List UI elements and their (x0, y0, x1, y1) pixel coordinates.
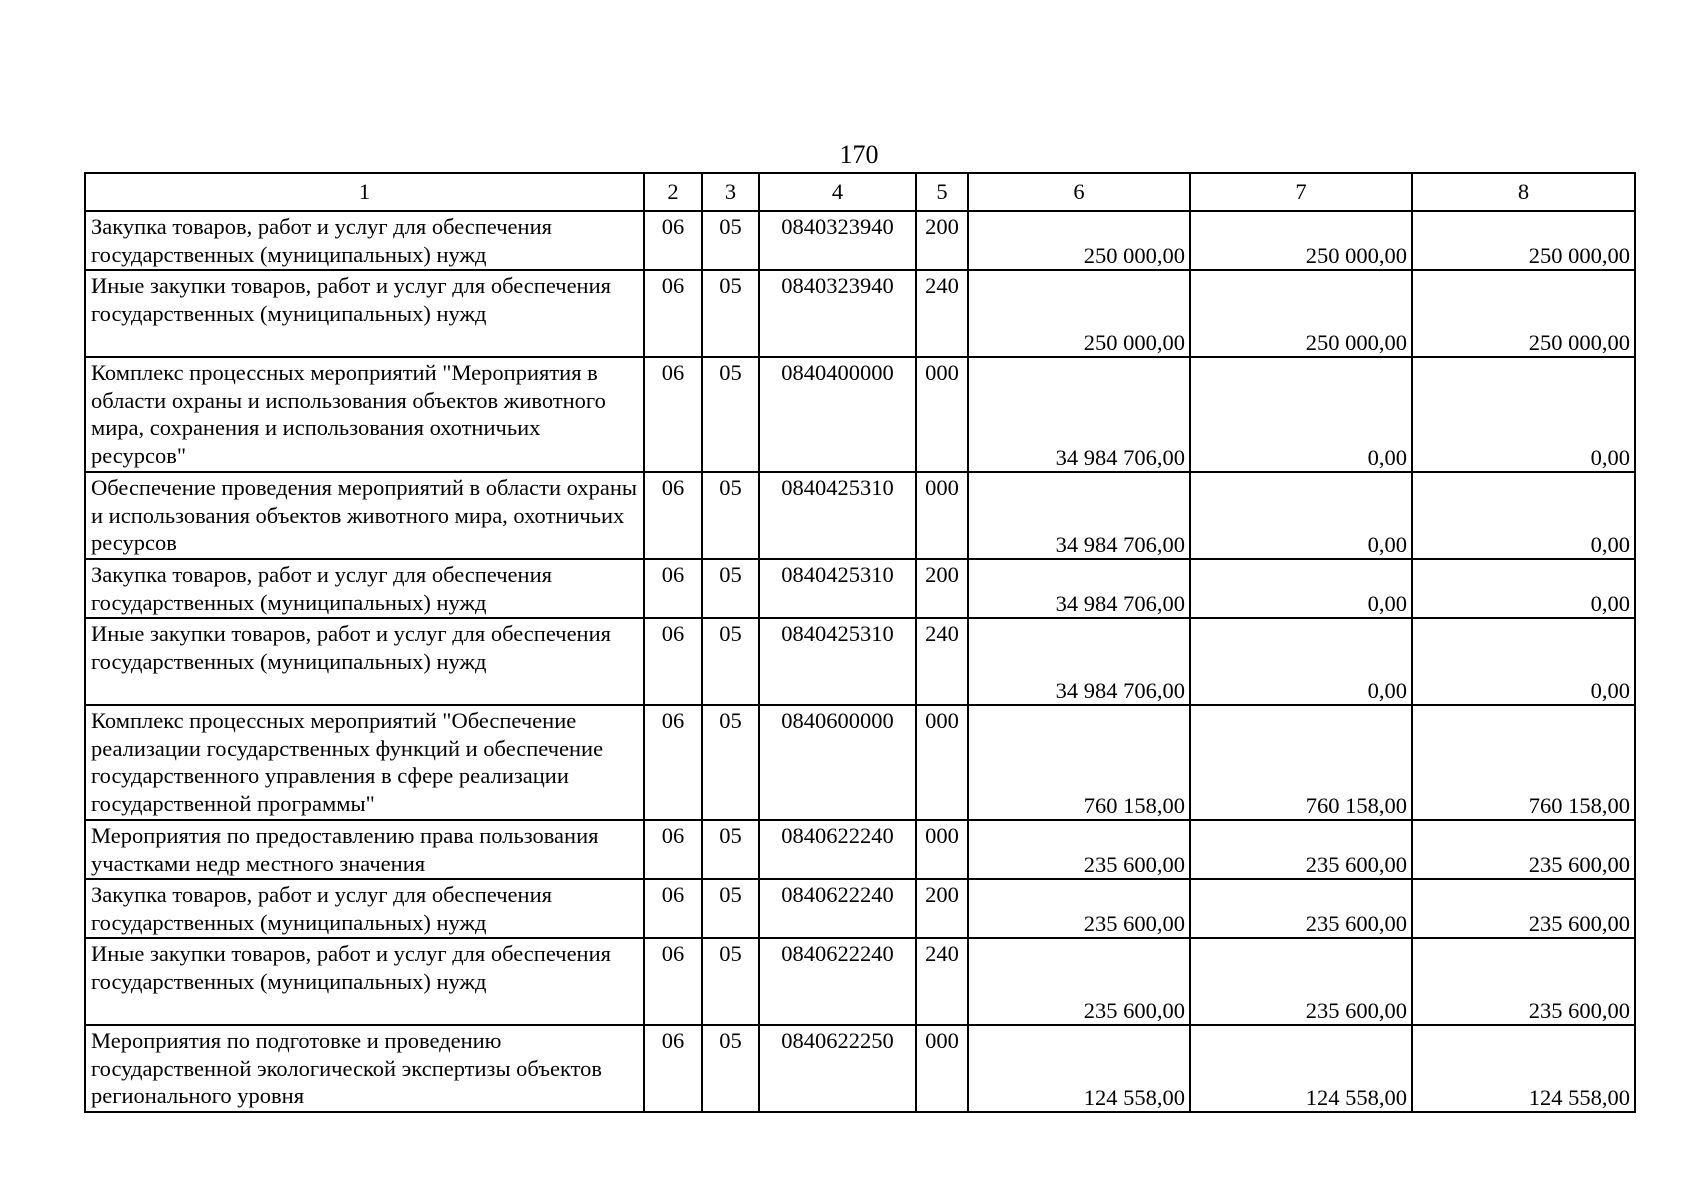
row-name: Комплекс процессных мероприятий "Мероприятия в области охраны и использования объектов животного мира, сохранения и использования охотничьих ресурсов" (85, 357, 644, 472)
subsection-code: 05 (702, 472, 759, 559)
subsection-code: 05 (702, 938, 759, 1025)
section-code: 06 (644, 472, 702, 559)
amount-col-6: 235 600,00 (968, 879, 1190, 938)
section-code: 06 (644, 820, 702, 879)
table-row (85, 472, 1635, 559)
amount-col-7: 0,00 (1190, 472, 1412, 559)
table-row (85, 879, 1635, 938)
target-article-code: 0840425310 (759, 472, 916, 559)
amount-col-8: 0,00 (1412, 472, 1635, 559)
column-header-4: 4 (759, 173, 916, 211)
section-code: 06 (644, 938, 702, 1025)
section-code: 06 (644, 270, 702, 357)
amount-col-8: 760 158,00 (1412, 705, 1635, 820)
subsection-code: 05 (702, 270, 759, 357)
expense-type-code: 200 (916, 879, 968, 938)
column-header-5: 5 (916, 173, 968, 211)
expense-type-code: 000 (916, 472, 968, 559)
column-header-3: 3 (702, 173, 759, 211)
expense-type-code: 200 (916, 211, 968, 270)
expense-type-code: 000 (916, 357, 968, 472)
amount-col-8: 0,00 (1412, 618, 1635, 705)
amount-col-6: 760 158,00 (968, 705, 1190, 820)
budget-table (84, 172, 1636, 1113)
section-code: 06 (644, 705, 702, 820)
section-code: 06 (644, 211, 702, 270)
section-code: 06 (644, 1025, 702, 1112)
amount-col-7: 0,00 (1190, 618, 1412, 705)
amount-col-8: 250 000,00 (1412, 270, 1635, 357)
amount-col-8: 235 600,00 (1412, 820, 1635, 879)
table-row (85, 705, 1635, 820)
table-row (85, 1025, 1635, 1112)
table-row (85, 357, 1635, 472)
amount-col-6: 124 558,00 (968, 1025, 1190, 1112)
row-name: Иные закупки товаров, работ и услуг для обеспечения государственных (муниципальных) нужд (85, 270, 644, 357)
expense-type-code: 240 (916, 618, 968, 705)
expense-type-code: 000 (916, 1025, 968, 1112)
amount-col-7: 235 600,00 (1190, 879, 1412, 938)
amount-col-6: 235 600,00 (968, 938, 1190, 1025)
amount-col-8: 235 600,00 (1412, 879, 1635, 938)
section-code: 06 (644, 357, 702, 472)
subsection-code: 05 (702, 618, 759, 705)
target-article-code: 0840622250 (759, 1025, 916, 1112)
header-row (85, 173, 1635, 211)
amount-col-6: 250 000,00 (968, 211, 1190, 270)
amount-col-6: 34 984 706,00 (968, 472, 1190, 559)
table-row (85, 211, 1635, 270)
amount-col-7: 250 000,00 (1190, 211, 1412, 270)
row-name: Мероприятия по подготовке и проведению государственной экологической экспертизы объектов регионального уровня (85, 1025, 644, 1112)
amount-col-8: 0,00 (1412, 357, 1635, 472)
amount-col-6: 250 000,00 (968, 270, 1190, 357)
expense-type-code: 240 (916, 270, 968, 357)
row-name: Закупка товаров, работ и услуг для обеспечения государственных (муниципальных) нужд (85, 211, 644, 270)
row-name: Комплекс процессных мероприятий "Обеспечение реализации государственных функций и обеспечение государственного управления в сфере реализации государственной программы" (85, 705, 644, 820)
amount-col-8: 124 558,00 (1412, 1025, 1635, 1112)
target-article-code: 0840622240 (759, 938, 916, 1025)
target-article-code: 0840622240 (759, 820, 916, 879)
row-name: Мероприятия по предоставлению права пользования участками недр местного значения (85, 820, 644, 879)
subsection-code: 05 (702, 879, 759, 938)
subsection-code: 05 (702, 1025, 759, 1112)
amount-col-8: 235 600,00 (1412, 938, 1635, 1025)
column-header-8: 8 (1412, 173, 1635, 211)
table-row (85, 618, 1635, 705)
amount-col-7: 250 000,00 (1190, 270, 1412, 357)
section-code: 06 (644, 618, 702, 705)
table-row (85, 559, 1635, 618)
amount-col-7: 0,00 (1190, 559, 1412, 618)
target-article-code: 0840425310 (759, 559, 916, 618)
column-header-1: 1 (85, 173, 644, 211)
expense-type-code: 000 (916, 820, 968, 879)
section-code: 06 (644, 879, 702, 938)
row-name: Закупка товаров, работ и услуг для обеспечения государственных (муниципальных) нужд (85, 559, 644, 618)
amount-col-8: 0,00 (1412, 559, 1635, 618)
page-number: 170 (839, 140, 879, 169)
target-article-code: 0840323940 (759, 211, 916, 270)
subsection-code: 05 (702, 705, 759, 820)
row-name: Иные закупки товаров, работ и услуг для обеспечения государственных (муниципальных) нужд (85, 618, 644, 705)
expense-type-code: 240 (916, 938, 968, 1025)
target-article-code: 0840600000 (759, 705, 916, 820)
amount-col-6: 34 984 706,00 (968, 357, 1190, 472)
column-header-6: 6 (968, 173, 1190, 211)
amount-col-7: 235 600,00 (1190, 938, 1412, 1025)
target-article-code: 0840323940 (759, 270, 916, 357)
amount-col-6: 34 984 706,00 (968, 559, 1190, 618)
amount-col-7: 760 158,00 (1190, 705, 1412, 820)
row-name: Закупка товаров, работ и услуг для обеспечения государственных (муниципальных) нужд (85, 879, 644, 938)
target-article-code: 0840400000 (759, 357, 916, 472)
subsection-code: 05 (702, 357, 759, 472)
amount-col-7: 0,00 (1190, 357, 1412, 472)
row-name: Иные закупки товаров, работ и услуг для обеспечения государственных (муниципальных) нужд (85, 938, 644, 1025)
target-article-code: 0840622240 (759, 879, 916, 938)
amount-col-7: 235 600,00 (1190, 820, 1412, 879)
column-header-7: 7 (1190, 173, 1412, 211)
target-article-code: 0840425310 (759, 618, 916, 705)
amount-col-6: 235 600,00 (968, 820, 1190, 879)
expense-type-code: 200 (916, 559, 968, 618)
table-row (85, 938, 1635, 1025)
table-row (85, 270, 1635, 357)
subsection-code: 05 (702, 211, 759, 270)
subsection-code: 05 (702, 820, 759, 879)
row-name: Обеспечение проведения мероприятий в области охраны и использования объектов животного мира, охотничьих ресурсов (85, 472, 644, 559)
amount-col-8: 250 000,00 (1412, 211, 1635, 270)
amount-col-6: 34 984 706,00 (968, 618, 1190, 705)
column-header-2: 2 (644, 173, 702, 211)
section-code: 06 (644, 559, 702, 618)
subsection-code: 05 (702, 559, 759, 618)
table-row (85, 820, 1635, 879)
amount-col-7: 124 558,00 (1190, 1025, 1412, 1112)
expense-type-code: 000 (916, 705, 968, 820)
